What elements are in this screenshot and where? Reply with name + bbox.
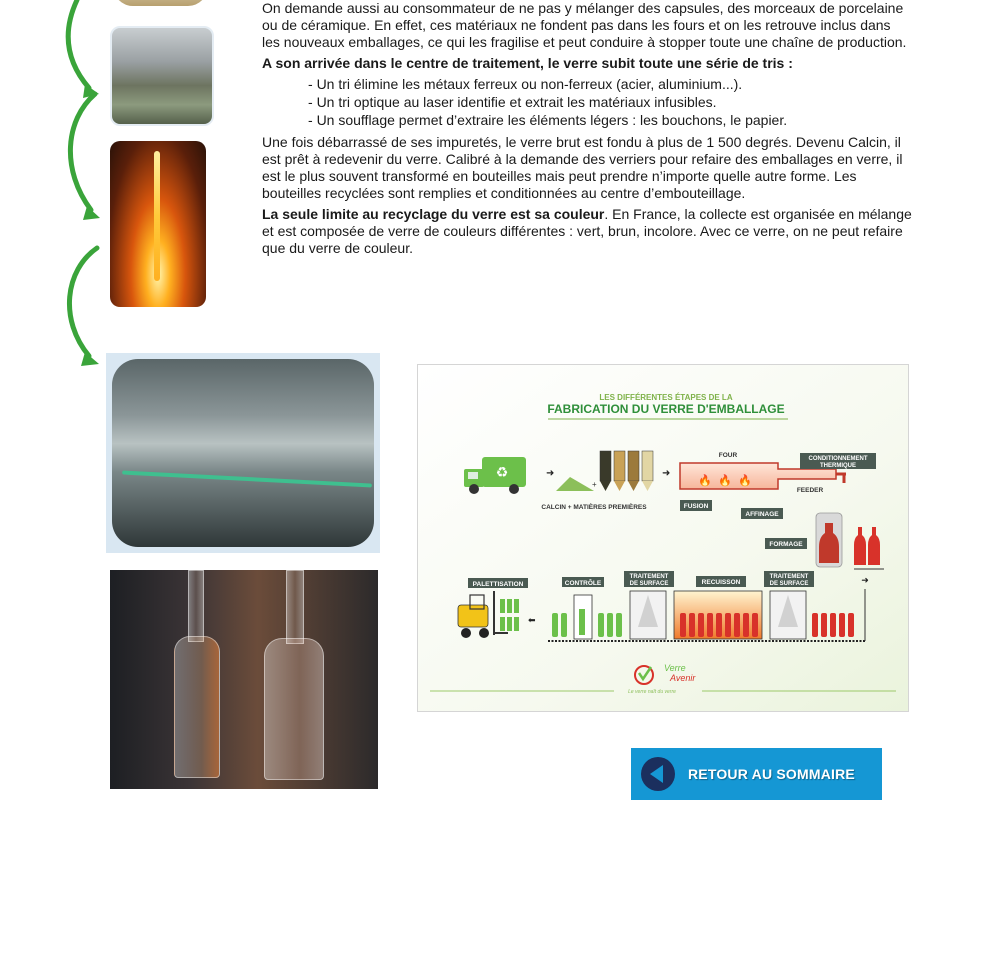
color-limit-strong: La seule limite au recyclage du verre est sa couleur <box>262 206 605 222</box>
infographic-title: FABRICATION DU VERRE D'EMBALLAGE <box>547 402 785 416</box>
color-limit-rest: . En France, la collecte est organisée en mélange et est composée de verre de couleurs différentes : vert, brun, incolore. Avec ce verre, on ne peut refaire que du verre de couleur. <box>262 206 912 256</box>
logo-tagline: Le verre naît du verre <box>628 689 676 695</box>
svg-text:♻: ♻ <box>495 464 509 480</box>
label-calcin: CALCIN + MATIÈRES PREMIÈRES <box>541 504 647 511</box>
glass-bottles-photo <box>110 570 378 789</box>
label-conditionnement: CONDITIONNEMENT <box>808 456 868 462</box>
article-text <box>262 0 912 261</box>
back-to-summary-button[interactable] <box>631 748 882 800</box>
svg-text:⬅: ⬅ <box>528 615 536 625</box>
logo-avenir: Avenir <box>670 673 696 683</box>
label-palettisation: PALETTISATION <box>472 581 524 588</box>
back-to-summary-label: RETOUR AU SOMMAIRE <box>688 766 855 782</box>
label-four: FOUR <box>718 452 738 459</box>
svg-text:🔥: 🔥 <box>698 475 712 487</box>
label-controle: CONTRÔLE <box>564 580 602 587</box>
label-formage: FORMAGE <box>769 541 803 548</box>
logo-verre: Verre <box>664 663 686 673</box>
sorting-list <box>262 76 912 130</box>
sorting-item: - Un tri élimine les métaux ferreux ou non-ferreux (acier, aluminium...). <box>308 76 912 94</box>
paragraph-calcin: Une fois débarrassé de ses impuretés, le verre brut est fondu à plus de 1 500 degrés. Devenu Calcin, il est prêt à redevenir du verre. Calibré à la demande des verriers pour refaire des emballages en verre, il est le plus souvent transformé en bouteilles mais peut prendre n’importe quelle autre forme. Les bouteilles recyclées sont remplies et conditionnées au centre d’embouteillage. <box>262 134 903 201</box>
sorting-item: - Un tri optique au laser identifie et extrait les matériaux infusibles. <box>308 94 912 112</box>
svg-text:➜: ➜ <box>861 575 869 585</box>
sorting-item: - Un soufflage permet d’extraire les éléments légers : les bouchons, le papier. <box>308 112 912 130</box>
label-surface-1: DE SURFACE <box>629 581 669 587</box>
label-thermique: THERMIQUE <box>820 463 856 469</box>
back-arrow-icon <box>641 757 675 791</box>
label-fusion: FUSION <box>683 503 709 510</box>
process-arrows <box>55 0 115 370</box>
cullet-conveyor-photo <box>110 26 214 126</box>
label-traitement-1: TRAITEMENT <box>629 574 669 580</box>
sorting-heading: A son arrivée dans le centre de traitement, le verre subit toute une série de tris : <box>262 55 793 71</box>
label-recuisson: RECUISSON <box>701 579 741 586</box>
infographic-subtitle: LES DIFFÉRENTES ÉTAPES DE LA <box>599 393 733 402</box>
svg-text:🔥: 🔥 <box>718 475 732 487</box>
svg-text:➜: ➜ <box>546 468 555 479</box>
bottling-line-photo <box>106 353 380 553</box>
label-surface-2: DE SURFACE <box>769 581 809 587</box>
glass-collection-photo <box>113 0 208 6</box>
label-traitement-2: TRAITEMENT <box>769 574 809 580</box>
molten-glass-photo <box>110 141 206 307</box>
label-affinage: AFFINAGE <box>745 511 779 518</box>
glass-manufacturing-infographic <box>417 364 909 712</box>
svg-text:+: + <box>592 480 597 489</box>
paragraph-capsules: On demande aussi au consommateur de ne pas y mélanger des capsules, des morceaux de porcelaine ou de céramique. En effet, ces matériaux ne fondent pas dans les fours et on les retrouve inclus dans les nouveaux emballages, ce qui les fragilise et peut conduire à stopper toute une chaîne de production. <box>262 0 907 50</box>
paragraph-color-limit <box>262 206 912 257</box>
label-feeder: FEEDER <box>796 487 824 494</box>
svg-text:➜: ➜ <box>662 468 671 479</box>
svg-text:🔥: 🔥 <box>738 475 752 487</box>
